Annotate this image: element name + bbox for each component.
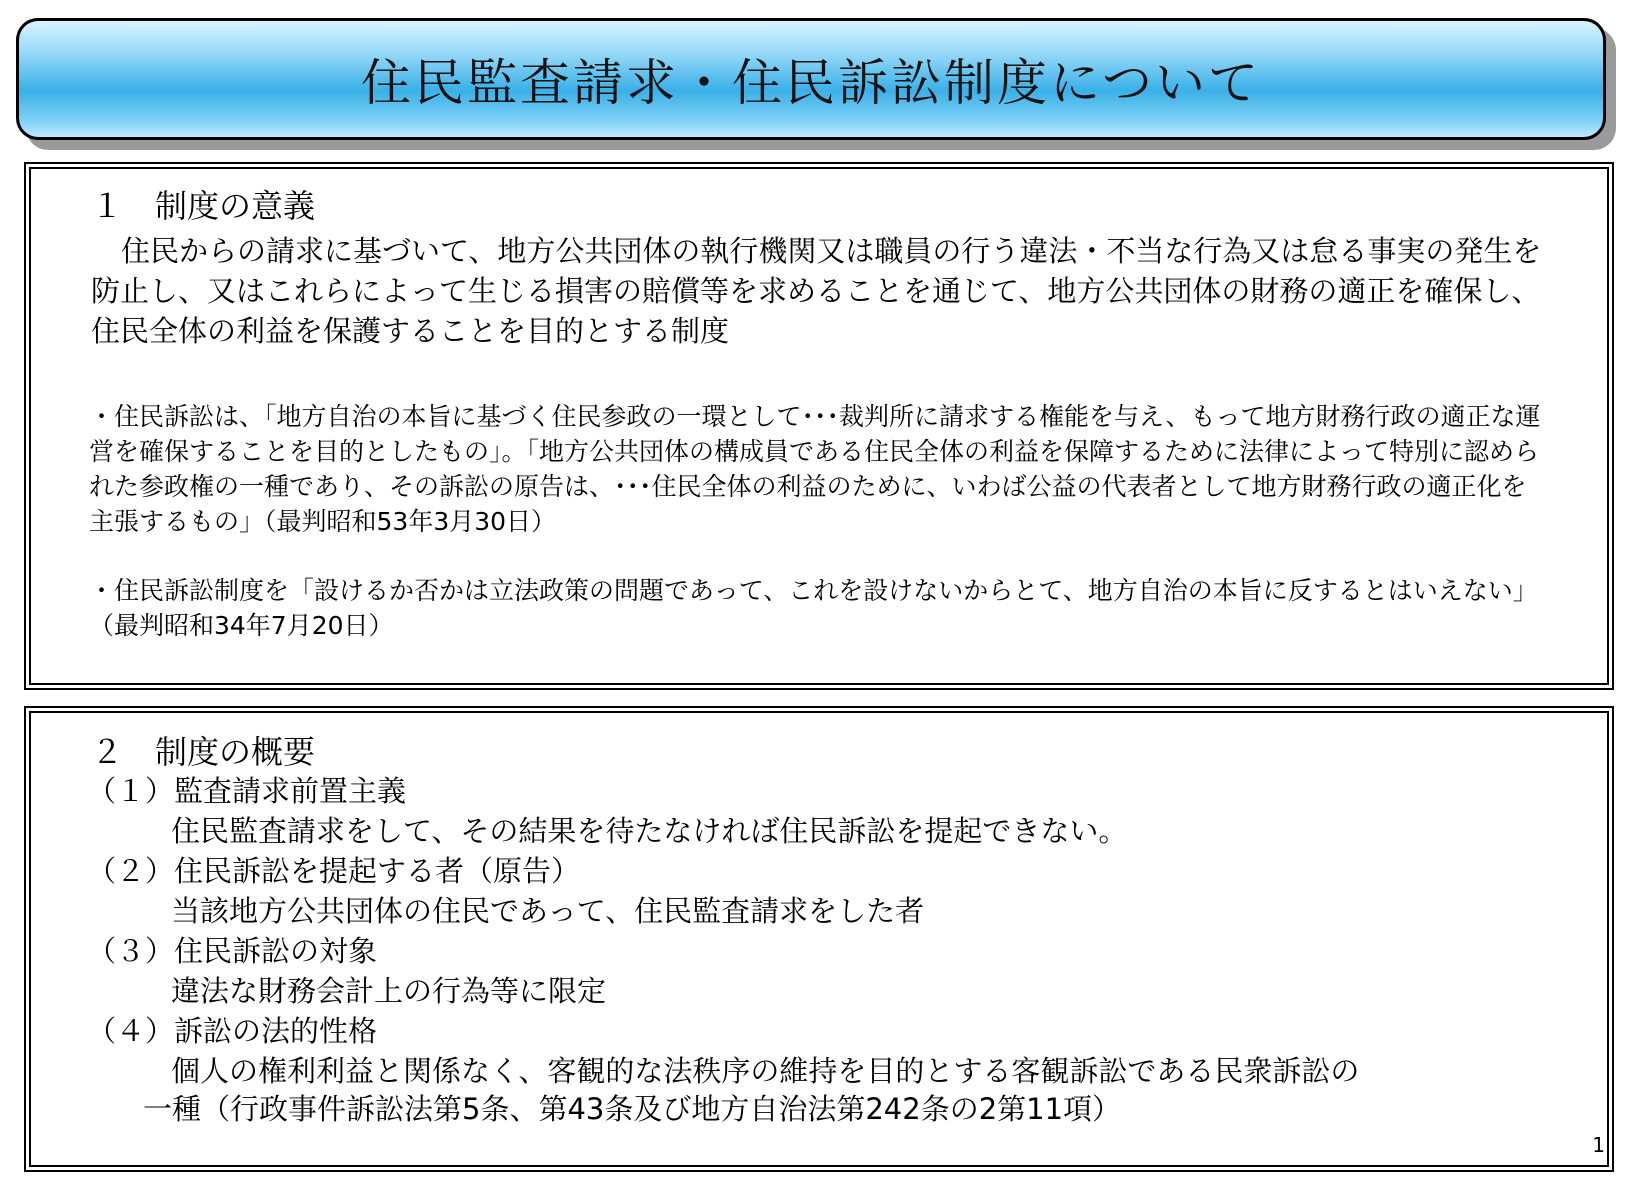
item-3-text: 違法な財務会計上の行為等に限定 (171, 974, 607, 1008)
section-1-bullet-1: ・住民訴訟は、「地方自治の本旨に基づく住民参政の一環として･･･裁判所に請求する権能を与え、もって地方財務行政の適正な運営を確保することを目的としたもの」。「地方公共団体の構成員である住民全体の利益を保障するために法律によって特別に認められた参政権の一種であり、その訴訟の原告は、･･･住民全体の利益のために、いわば公益の代表者として地方財務行政の適正化を主張するもの」（最判昭和53年3月30日） (89, 402, 1541, 536)
item-2-text: 当該地方公共団体の住民であって、住民監査請求をした者 (171, 894, 925, 928)
title-banner (16, 18, 1606, 140)
item-4-text: 個人の権利利益と関係なく、客観的な法秩序の維持を目的とする客観訴訟である民衆訴訟の (171, 1054, 1360, 1088)
page-number: 1 (1592, 1133, 1605, 1157)
section-1-paragraph-text: 住民からの請求に基づいて、地方公共団体の執行機関又は職員の行う違法・不当な行為又は怠る事実の発生を防止し、又はこれらによって生じる損害の賠償等を求めることを通じて、地方公共団体の財務の適正を確保し、住民全体の利益を保護することを目的とする制度 (91, 234, 1542, 348)
section-1-paragraph (91, 231, 1551, 351)
section-1-panel-inner (29, 167, 1609, 685)
item-4-text-continued: 一種（行政事件訴訟法第5条、第43条及び地方自治法第242条の2第11項） (143, 1092, 1122, 1126)
section-2-heading: ２ 制度の概要 (91, 733, 316, 771)
section-2-panel-inner (29, 711, 1609, 1167)
item-2-label: （２）住民訴訟を提起する者（原告） (87, 854, 581, 888)
page-title: 住民監査請求・住民訴訟制度について (361, 54, 1261, 112)
section-1-panel (24, 162, 1614, 690)
section-2-panel (24, 706, 1614, 1172)
item-1-label: （１）監査請求前置主義 (87, 774, 407, 808)
item-3-label: （３）住民訴訟の対象 (87, 934, 378, 968)
section-1-bullet-2: ・住民訴訟制度を「設けるか否かは立法政策の問題であって、これを設けないからとて、地方自治の本旨に反するとはいえない」（最判昭和34年7月20日） (89, 576, 1538, 640)
item-4-label: （４）訴訟の法的性格 (87, 1014, 378, 1048)
item-1-text: 住民監査請求をして、その結果を待たなければ住民訴訟を提起できない。 (171, 814, 1128, 848)
section-1-heading: １ 制度の意義 (91, 187, 316, 225)
title-banner-fill (19, 21, 1603, 137)
